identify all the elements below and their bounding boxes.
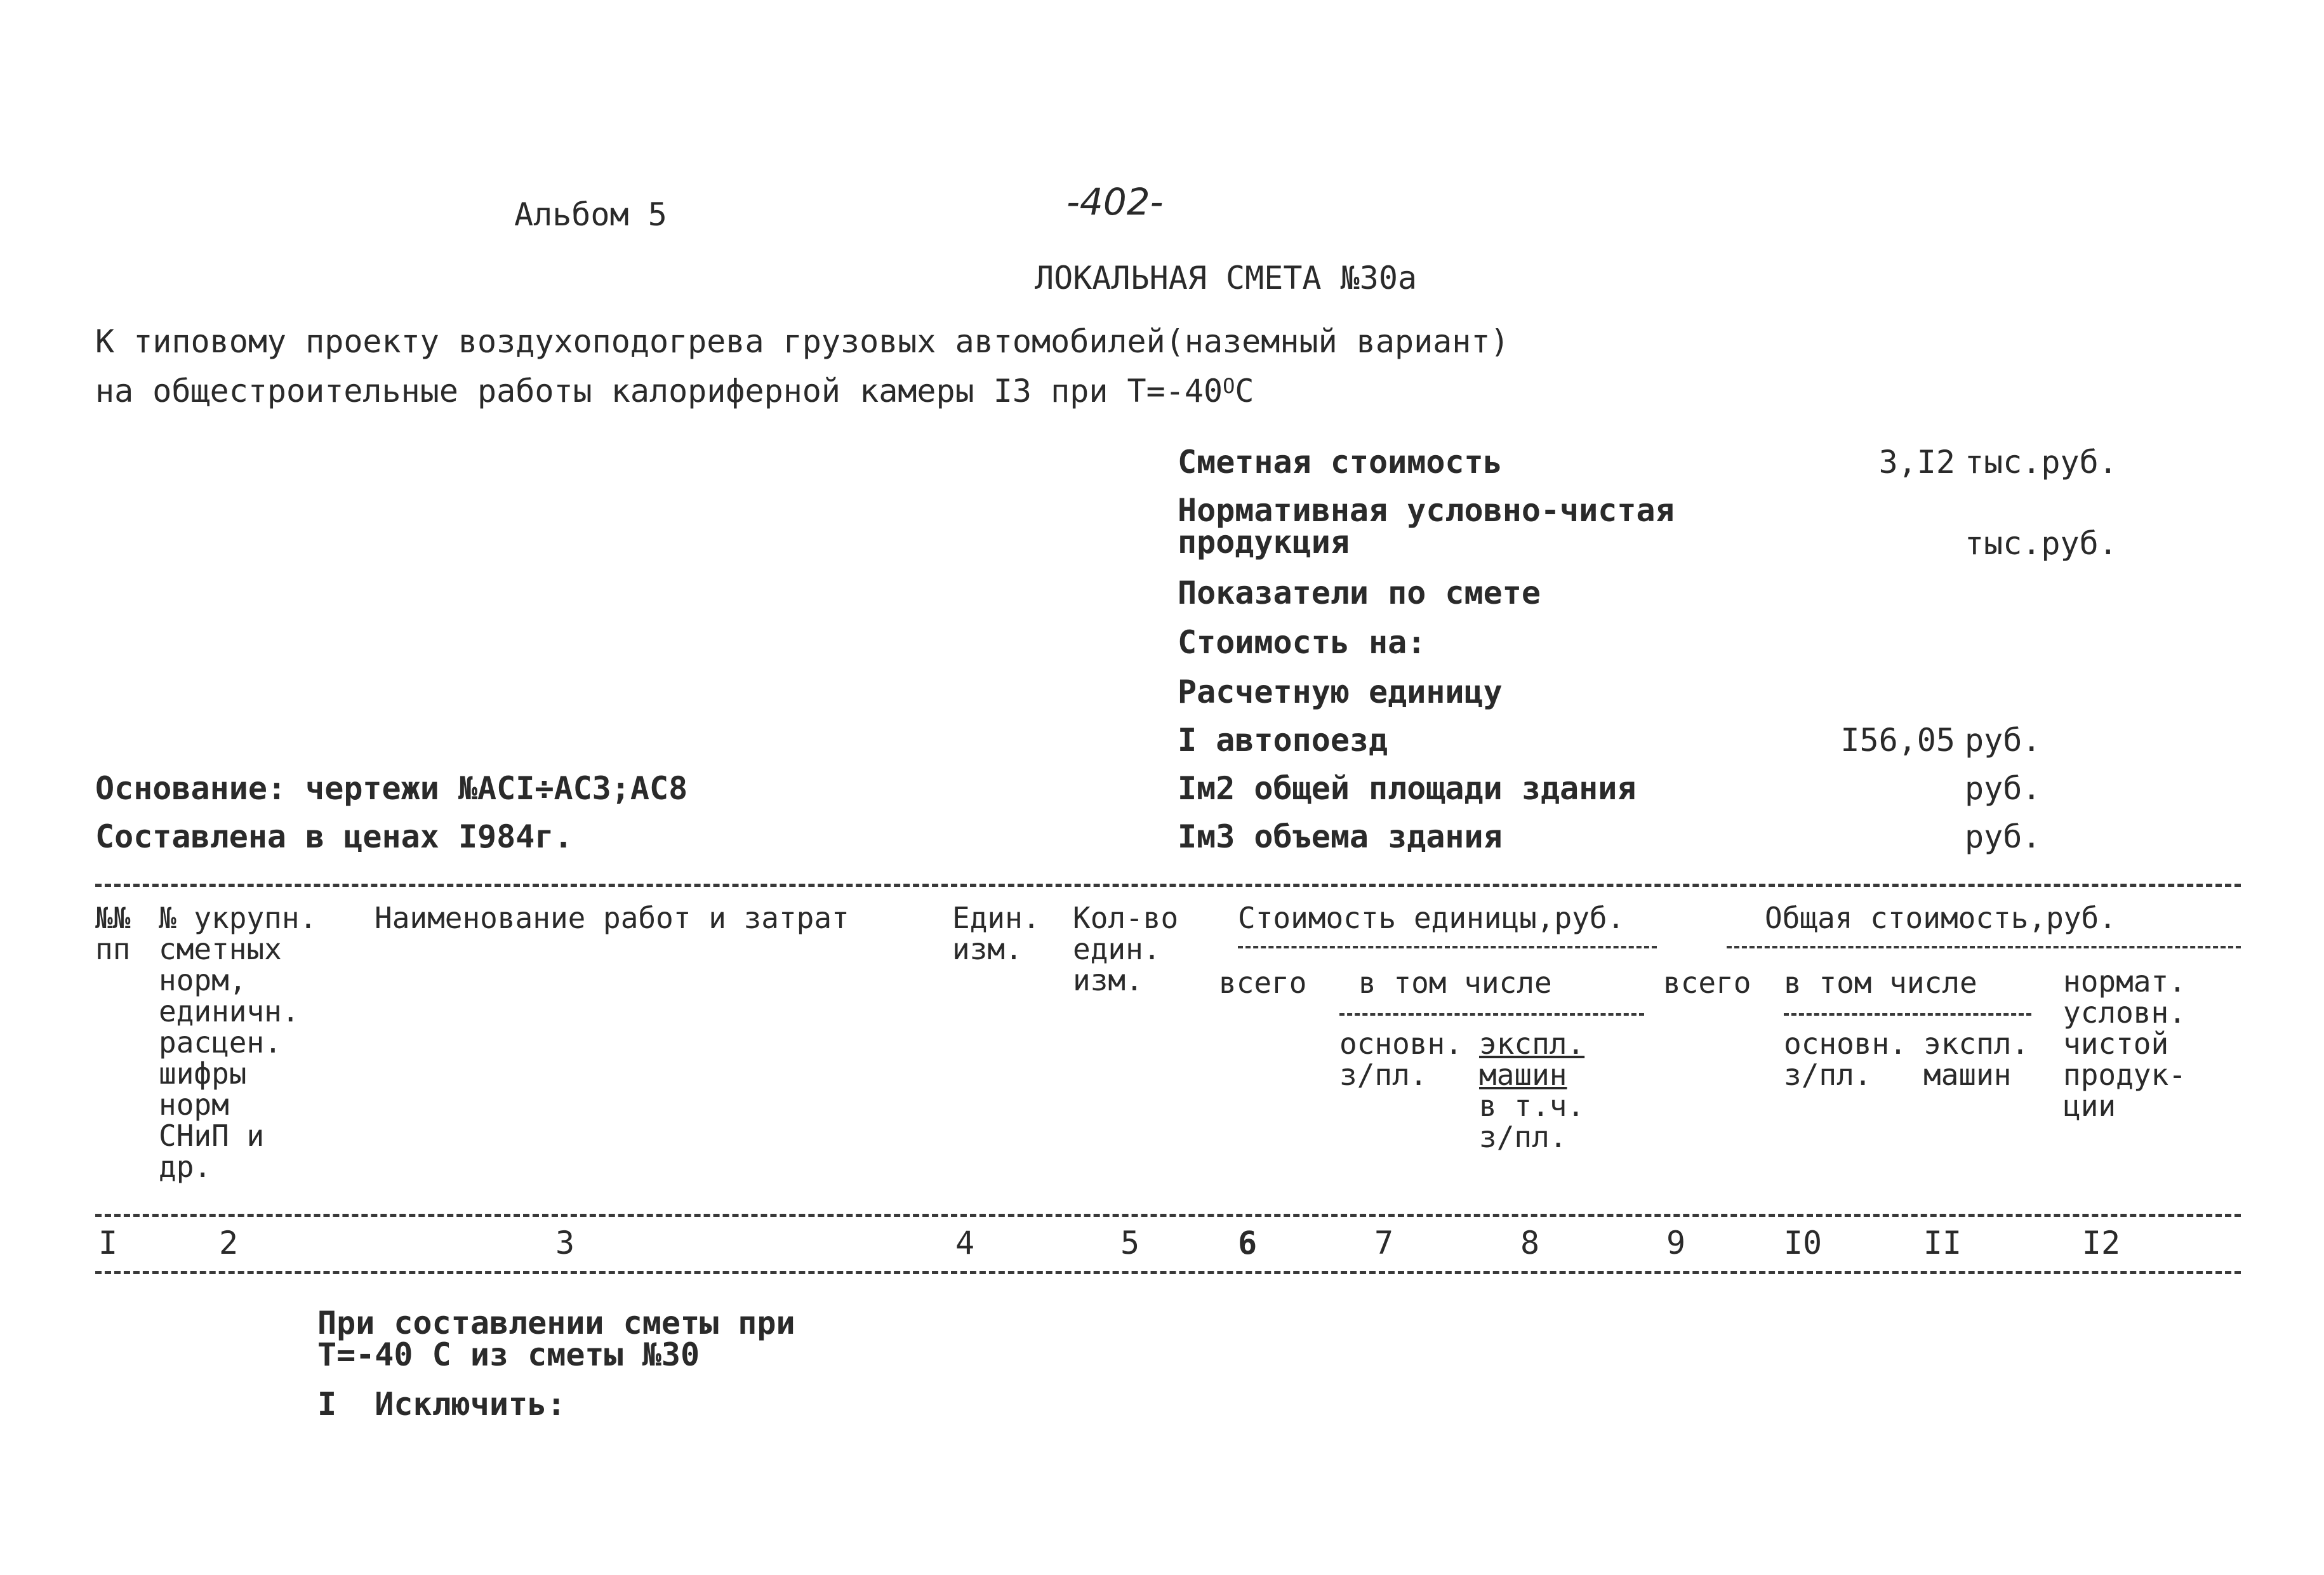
- album-label: Альбом 5: [514, 196, 667, 233]
- header-unit: Един. изм.: [952, 901, 1040, 966]
- calc-unit-label: Расчетную единицу: [1178, 674, 1503, 710]
- col-number-11: II: [1923, 1225, 1962, 1261]
- header-total-cost: Общая стоимость,руб.: [1765, 901, 2116, 935]
- header-unit-total: всего: [1219, 966, 1307, 1000]
- header-total-sum: всего: [1663, 966, 1751, 1000]
- total-cost-subrule: [1727, 946, 2241, 948]
- col-number-10: I0: [1783, 1225, 1823, 1261]
- basis-line: Основание: чертежи №ACI÷AC3;AC8: [95, 770, 688, 807]
- header-machines-total: экспл. машин: [1923, 1027, 2029, 1092]
- col-number-8: 8: [1520, 1225, 1540, 1261]
- degree-sign: O: [1223, 374, 1235, 398]
- estimated-cost-unit: тыс.руб.: [1965, 444, 2118, 481]
- subtitle-line-2: [95, 375, 1254, 408]
- incl-2-subrule: [1784, 1013, 2031, 1016]
- cost-per-label: Стоимость на:: [1178, 624, 1426, 661]
- header-norm-code: № укрупн. сметных норм, единичн. расцен. шифры норм СНиП и др.: [159, 901, 317, 1184]
- volume-unit: руб.: [1965, 818, 2042, 855]
- normative-label-1: Нормативная условно-чистая: [1178, 492, 1675, 529]
- item-exclude: I Исключить:: [317, 1386, 566, 1423]
- header-quantity: Кол-во един. изм.: [1073, 901, 1179, 997]
- subtitle-line-2-unit: C: [1235, 373, 1254, 409]
- volume-label: Iм3 объема здания: [1178, 818, 1503, 855]
- col-number-4: 4: [955, 1225, 975, 1261]
- table-top-rule: [95, 884, 2241, 887]
- col-number-1: I: [98, 1225, 118, 1261]
- header-base-wage-total: основн. з/пл.: [1784, 1027, 1907, 1092]
- road-train-label: I автопоезд: [1178, 722, 1388, 759]
- note-line-2: T=-40 С из сметы №30: [317, 1336, 700, 1373]
- col-number-2: 2: [218, 1225, 239, 1261]
- header-machines: экспл. машин: [1479, 1027, 1585, 1092]
- col-number-5: 5: [1120, 1225, 1140, 1261]
- prices-line: Составлена в ценах I984г.: [95, 818, 573, 855]
- subtitle-line-1: К типовому проекту воздухоподогрева грузовых автомобилей(наземный вариант): [95, 323, 1510, 360]
- header-work-name: Наименование работ и затрат: [375, 901, 849, 935]
- col-number-9: 9: [1666, 1225, 1686, 1261]
- estimated-cost-value: 3,I2: [1878, 444, 1955, 481]
- note-line-1: При составлении сметы при: [317, 1305, 795, 1341]
- col-number-12: I2: [2082, 1225, 2121, 1261]
- estimated-cost-label: Сметная стоимость: [1178, 444, 1503, 481]
- incl-1-subrule: [1339, 1013, 1644, 1016]
- header-base-wage: основн. з/пл.: [1339, 1027, 1463, 1092]
- col-number-6: 6: [1237, 1225, 1258, 1261]
- document-title: ЛОКАЛЬНАЯ СМЕТА №30а: [1035, 260, 1418, 296]
- col-numbers-bottom-rule: [95, 1271, 2241, 1274]
- header-machines-wage: в т.ч. з/пл.: [1479, 1089, 1585, 1154]
- header-incl-1: в том числе: [1358, 966, 1552, 1000]
- indicators-label: Показатели по смете: [1178, 575, 1541, 611]
- col-number-7: 7: [1374, 1225, 1394, 1261]
- header-unit-cost: Стоимость единицы,руб.: [1238, 901, 1625, 935]
- road-train-unit: руб.: [1965, 722, 2042, 759]
- header-incl-2: в том числе: [1784, 966, 1977, 1000]
- col-number-3: 3: [555, 1225, 575, 1261]
- header-row-number: №№ пп: [95, 901, 131, 966]
- subtitle-line-2-text: на общестроительные работы калориферной камеры I3 при T=-40: [95, 373, 1223, 409]
- area-label: Iм2 общей площади здания: [1178, 770, 1637, 807]
- normative-label-2: продукция: [1178, 524, 1350, 561]
- area-unit: руб.: [1965, 770, 2042, 807]
- page-number: -402-: [1066, 180, 1164, 223]
- normative-unit: тыс.руб.: [1965, 525, 2118, 562]
- unit-cost-subrule: [1238, 946, 1657, 948]
- road-train-value: I56,05: [1840, 722, 1955, 759]
- header-net-product: нормат. условн. чистой продук- ции: [2063, 964, 2186, 1123]
- header-bottom-rule: [95, 1214, 2241, 1217]
